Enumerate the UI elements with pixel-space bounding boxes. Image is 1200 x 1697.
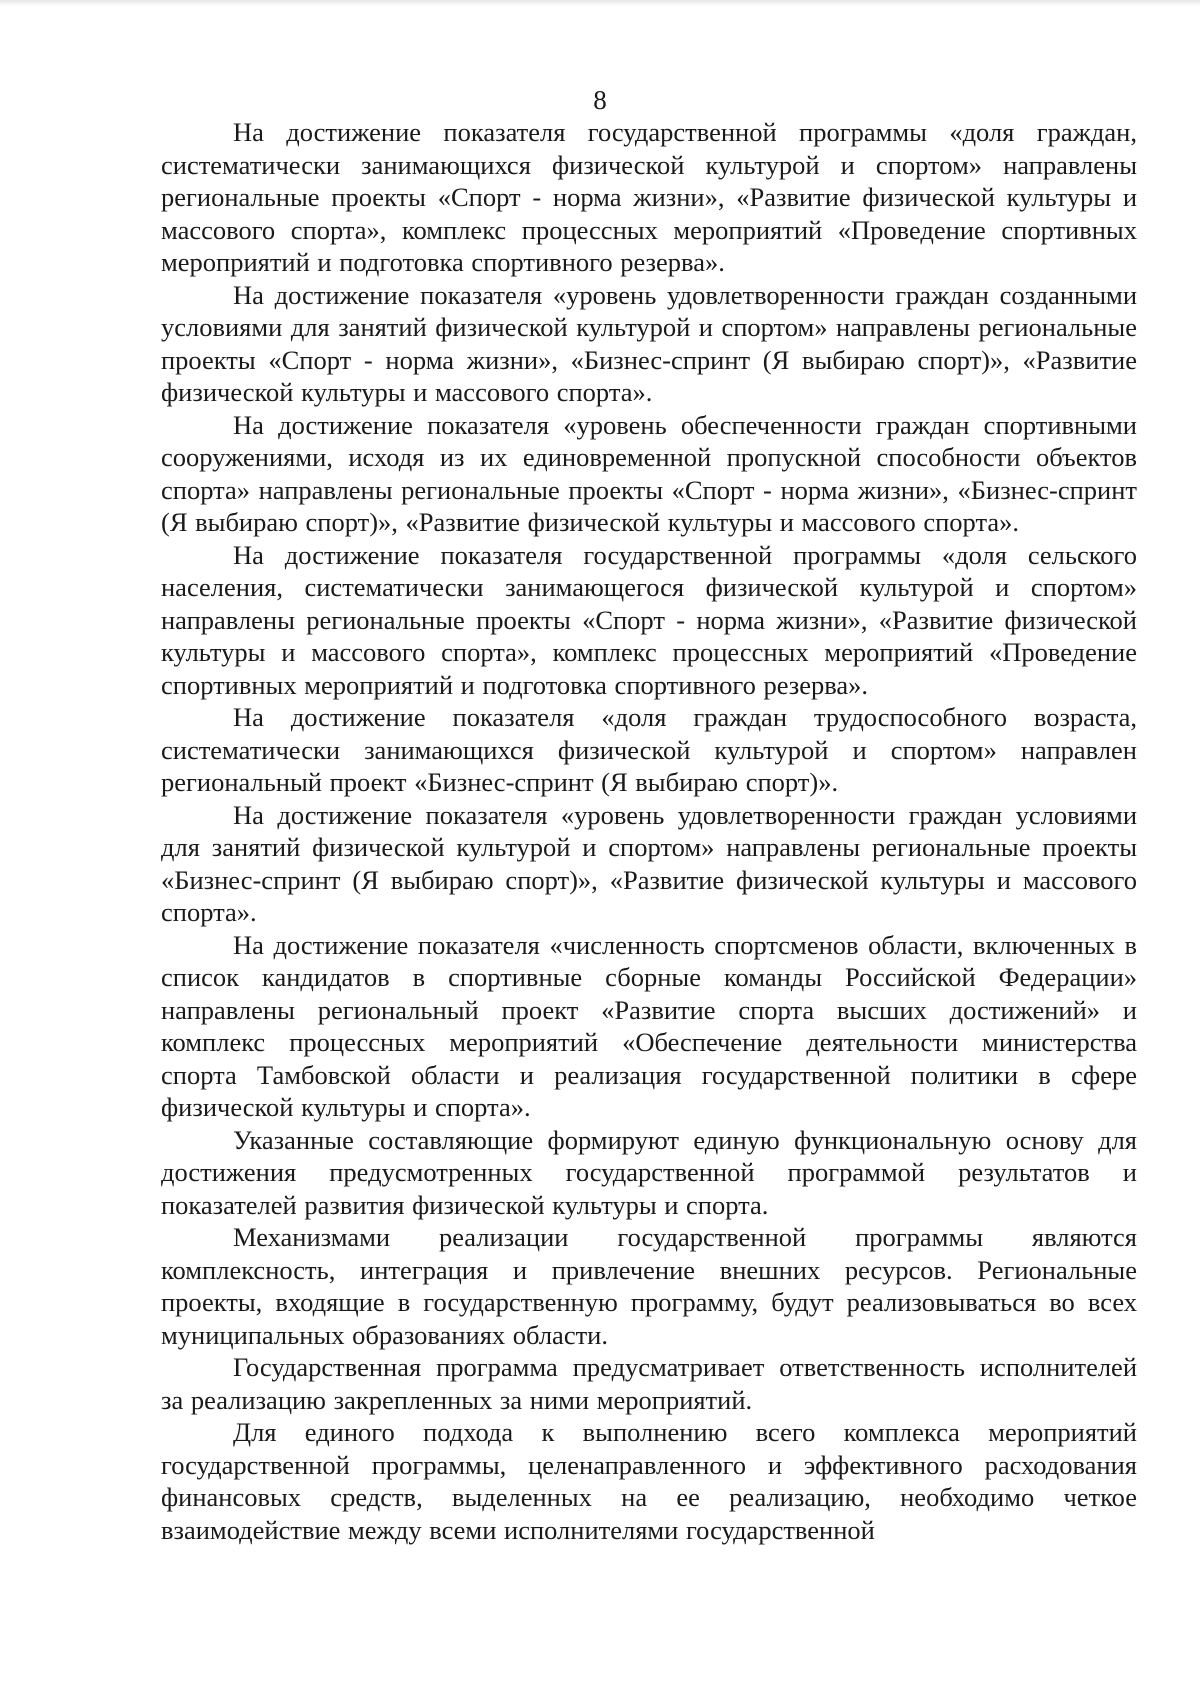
paragraph: Указанные составляющие формируют единую функциональную основу для достижения предусмотренных государственной программой результатов и показателей развития физической культуры и спорта. — [161, 1124, 1137, 1220]
page-number: 8 — [593, 85, 607, 115]
paragraph: На достижение показателя государственной программы «доля сельского населения, систематически занимающегося физической культурой и спортом» направлены региональные проекты «Спорт - норма жизни», «Развитие физической культуры и массового спорта», комплекс процессных мероприятий «Проведение спортивных мероприятий и подготовка спортивного резерва». — [161, 539, 1137, 700]
paragraph: На достижение показателя «уровень удовлетворенности граждан условиями для занятий физической культурой и спортом» направлены региональные проекты «Бизнес-спринт (Я выбираю спорт)», «Развитие физической культуры и массового спорта». — [161, 799, 1137, 927]
paragraph: На достижение показателя государственной программы «доля граждан, систематически занимающихся физической культурой и спортом» направлены региональные проекты «Спорт - норма жизни», «Развитие физической культуры и массового спорта», комплекс процессных мероприятий «Проведение спортивных мероприятий и подготовка спортивного резерва». — [161, 117, 1137, 277]
paragraph: Механизмами реализации государственной программы являются комплексность, интеграция и привлечение внешних ресурсов. Региональные проекты, входящие в государственную программу, будут реализовываться во всех муниципальных образованиях области. — [161, 1222, 1137, 1350]
paragraph: На достижение показателя «уровень обеспеченности граждан спортивными сооружениями, исходя из их единовременной пропускной способности объектов спорта» направлены региональные проекты «Спорт - норма жизни», «Бизнес-спринт (Я выбираю спорт)», «Развитие физической культуры и массового спорта». — [161, 409, 1137, 537]
document-body — [161, 116, 1137, 1546]
paragraph: На достижение показателя «уровень удовлетворенности граждан созданными условиями для занятий физической культурой и спортом» направлены региональные проекты «Спорт - норма жизни», «Бизнес-спринт (Я выбираю спорт)», «Развитие физической культуры и массового спорта». — [161, 279, 1137, 407]
paragraph: Государственная программа предусматривает ответственность исполнителей за реализацию закрепленных за ними мероприятий. — [161, 1352, 1137, 1415]
paragraph: На достижение показателя «доля граждан трудоспособного возраста, систематически занимающихся физической культурой и спортом» направлен региональный проект «Бизнес-спринт (Я выбираю спорт)». — [161, 702, 1137, 797]
paragraph: На достижение показателя «численность спортсменов области, включенных в список кандидатов в спортивные сборные команды Российской Федерации» направлены региональный проект «Развитие спорта высших достижений» и комплекс процессных мероприятий «Обеспечение деятельности министерства спорта Тамбовской области и реализация государственной политики в сфере физической культуры и спорта». — [161, 929, 1137, 1122]
scan-edge — [0, 0, 1200, 6]
paragraph: Для единого подхода к выполнению всего комплекса мероприятий государственной программы, целенаправленного и эффективного расходования финансовых средств, выделенных на ее реализацию, необходимо четкое взаимодействие между всеми исполнителями государственной — [161, 1417, 1137, 1545]
